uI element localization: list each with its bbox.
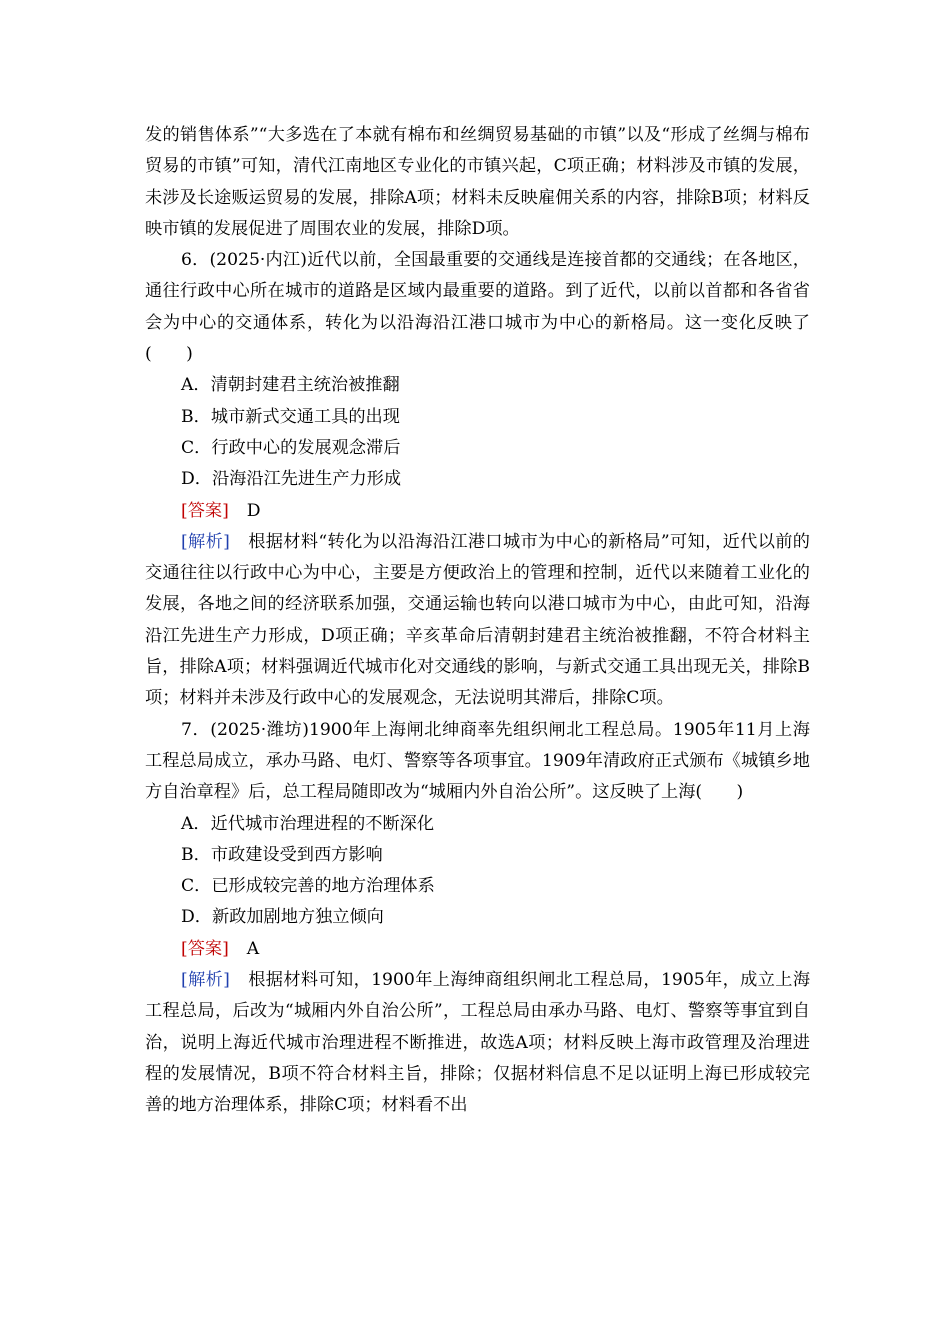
question-6-option-d: D．沿海沿江先进生产力形成 bbox=[181, 469, 402, 490]
question-6-answer bbox=[145, 496, 810, 527]
explanation-tag: [解析] bbox=[181, 970, 230, 991]
question-7-answer bbox=[145, 934, 810, 965]
question-6-explanation bbox=[145, 527, 810, 715]
question-6-stem: 6．(2025·内江)近代以前，全国最重要的交通线是连接首都的交通线；在各地区，通往行政中心所在城市的道路是区域内最重要的道路。到了近代，以前以首都和各省省会为中心的交通体系，转化为以沿海沿江港口城市为中心的新格局。这一变化反映了( ) bbox=[145, 250, 810, 365]
question-6-option-a: A．清朝封建君主统治被推翻 bbox=[181, 375, 400, 396]
question-7-option-c: C．已形成较完善的地方治理体系 bbox=[181, 876, 435, 897]
question-6-option-c: C．行政中心的发展观念滞后 bbox=[181, 437, 401, 458]
question-7-option-d: D．新政加剧地方独立倾向 bbox=[181, 907, 384, 928]
explanation-text: 根据材料可知，1900年上海绅商组织闸北工程总局，1905年，成立上海工程总局，后改为“城厢内外自治公所”，工程总局由承办马路、电灯、警察等事宜到自治，说明上海近代城市治理进程不断推进，故选A项；材料反映上海市政管理及治理进程的发展情况，B项不符合材料主旨，排除；仅据材料信息不足以证明上海已形成较完善的地方治理体系，排除C项；材料看不出 bbox=[145, 970, 811, 1116]
question-7-stem: 7．(2025·潍坊)1900年上海闸北绅商率先组织闸北工程总局。1905年11月上海工程总局成立，承办马路、电灯、警察等各项事宜。1909年清政府正式颁布《城镇乡地方自治章程》后，总工程局随即改为“城厢内外自治公所”。这反映了上海( ) bbox=[145, 719, 810, 803]
explanation-tag: [解析] bbox=[181, 531, 230, 552]
question-6-option-b: B．城市新式交通工具的出现 bbox=[181, 406, 400, 427]
answer-value: D bbox=[246, 500, 261, 521]
answer-tag: [答案] bbox=[181, 500, 229, 521]
answer-value: A bbox=[246, 938, 260, 959]
explanation-text: 根据材料“转化为以沿海沿江港口城市为中心的新格局”可知，近代以前的交通往往以行政中心为中心，主要是方便政治上的管理和控制，近代以来随着工业化的发展，各地之间的经济联系加强，交通运输也转向以港口城市为中心，由此可知，沿海沿江先进生产力形成，D项正确；辛亥革命后清朝封建君主统治被推翻，不符合材料主旨，排除A项；材料强调近代城市化对交通线的影响，与新式交通工具出现无关，排除B项；材料并未涉及行政中心的发展观念，无法说明其滞后，排除C项。 bbox=[145, 531, 810, 709]
question-7-option-a: A．近代城市治理进程的不断深化 bbox=[181, 813, 435, 834]
question-7-option-b: B．市政建设受到西方影响 bbox=[181, 844, 383, 865]
prev-explanation-text: 发的销售体系”“大多选在了本就有棉布和丝绸贸易基础的市镇”以及“形成了丝绸与棉布贸易的市镇”可知，清代江南地区专业化的市镇兴起，C项正确；材料涉及市镇的发展，未涉及长途贩运贸易的发展，排除A项；材料未反映雇佣关系的内容，排除B项；材料反映市镇的发展促进了周围农业的发展，排除D项。 bbox=[145, 125, 810, 239]
document-page bbox=[145, 120, 810, 1122]
question-7-explanation bbox=[145, 965, 810, 1121]
answer-tag: [答案] bbox=[181, 938, 229, 959]
